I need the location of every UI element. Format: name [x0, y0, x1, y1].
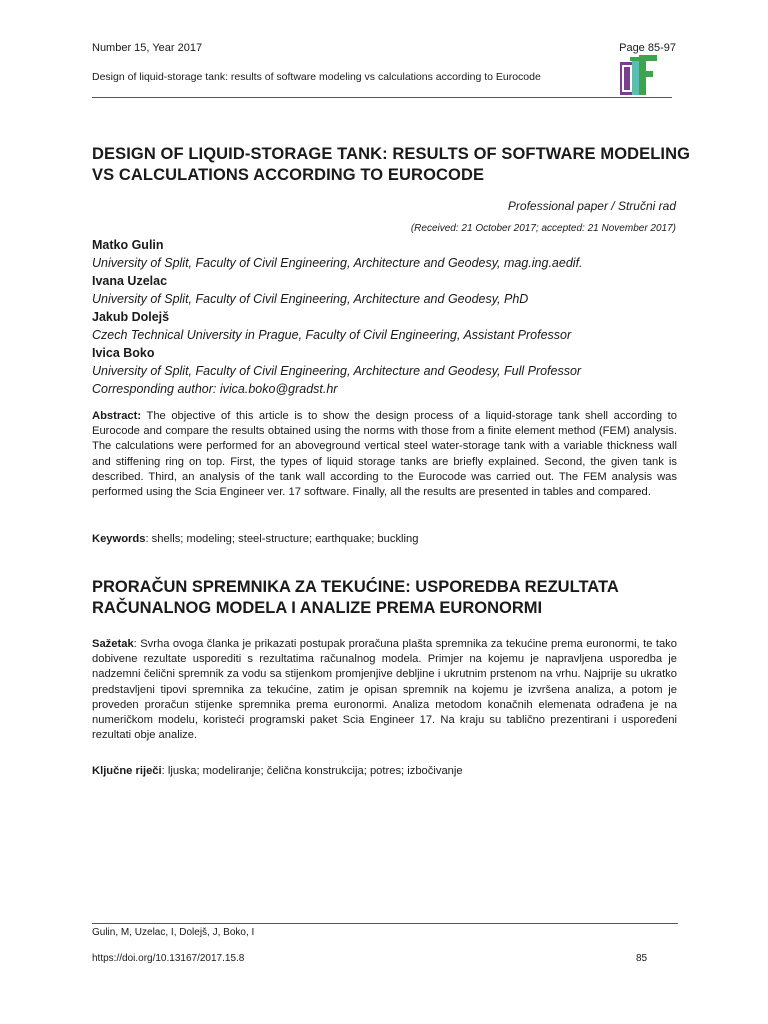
author-affiliation: Czech Technical University in Prague, Faculty of Civil Engineering, Assistant Professor [92, 328, 572, 342]
author-name: Ivica Boko [92, 346, 155, 360]
keywords [92, 533, 677, 545]
abstract-croatian [92, 637, 677, 743]
received-dates: (Received: 21 October 2017; accepted: 21 November 2017) [410, 223, 676, 234]
sazetak-label: Sažetak [92, 638, 134, 650]
header-issue: Number 15, Year 2017 [92, 42, 203, 54]
header-running-title: Design of liquid-storage tank: results of software modeling vs calculations according to Eurocode [92, 71, 541, 83]
kljucne-label: Ključne riječi [92, 765, 162, 777]
keywords-label: Keywords [92, 533, 146, 545]
footer-divider [92, 923, 678, 924]
author-affiliation: University of Split, Faculty of Civil Engineering, Architecture and Geodesy, PhD [92, 292, 529, 306]
abstract-text: The objective of this article is to show the design process of a liquid-storage tank shell according to Eurocode and compare the results obtained using the norms with those from a finite element method (FEM) analysis. The calculations were performed for an aboveground vertical steel water-storage tank with a variable thickness wall and stiffening ring on top. First, the types of liquid storage tanks are briefly explained. Second, the given tank is described. Third, an analysis of the tank wall according to the Eurocode was carried out. The FEM analysis was performed using the Scia Engineer ver. 17 software. Finally, all the results are presented in tables and compared. [92, 410, 678, 499]
footer-authors: Gulin, M, Uzelac, I, Dolejš, J, Boko, I [92, 927, 255, 938]
abstract [92, 409, 677, 500]
author-name: Matko Gulin [92, 238, 164, 252]
sazetak-text: : Svrha ovoga članka je prikazati postupak proračuna plašta spremnika za tekućine prema euronormi, te tako dobivene rezultate usporediti s rezultatima računalnog modela. Primjer na kojemu je napravljena usporedba je nadzemni čelični spremnik za vodu sa stijenkom promjenjive debljine i ukrutnim prstenom na vrhu. Najprije su ukratko predstavljeni tipovi spremnika za tekućine, zatim je opisan spremnik na kojemu je izvršena analiza, a potom je proveden proračun stijenke spremnika prema euronormi. Analiza metodom konačnih elemenata odrađena je na numeričkom modelu, koristeći programski paket Scia Engineer 17. Na kraju su tablično prezentirani i uspoređeni rezultati obje analize. [92, 638, 677, 742]
corresponding-author: Corresponding author: ivica.boko@gradst.hr [92, 382, 338, 396]
header-divider [92, 97, 672, 98]
header-pages: Page 85-97 [619, 42, 676, 54]
paper-type: Professional paper / Stručni rad [507, 199, 676, 213]
keywords-text: : shells; modeling; steel-structure; earthquake; buckling [145, 533, 419, 545]
author-list [92, 237, 682, 399]
author-name: Ivana Uzelac [92, 274, 168, 288]
journal-logo-icon [618, 53, 660, 97]
page-number: 85 [636, 953, 648, 964]
abstract-label: Abstract: [92, 410, 142, 422]
author-affiliation: University of Split, Faculty of Civil Engineering, Architecture and Geodesy, Full Professor [92, 364, 582, 378]
author-name: Jakub Dolejš [92, 310, 170, 324]
kljucne-text: : ljuska; modeliranje; čelična konstrukcija; potres; izbočivanje [161, 765, 463, 777]
author-affiliation: University of Split, Faculty of Civil Engineering, Architecture and Geodesy, mag.ing.aedif. [92, 256, 583, 270]
keywords-croatian [92, 765, 677, 777]
paper-title: DESIGN OF LIQUID-STORAGE TANK: RESULTS OF SOFTWARE MODELING VS CALCULATIONS ACCORDING TO EUROCODE [92, 145, 691, 184]
paper-title-croatian: PRORAČUN SPREMNIKA ZA TEKUĆINE: USPOREDBA REZULTATA RAČUNALNOG MODELA I ANALIZE PREMA EURONORMI [92, 578, 619, 617]
footer-doi-link[interactable]: https://doi.org/10.13167/2017.15.8 [92, 953, 245, 964]
